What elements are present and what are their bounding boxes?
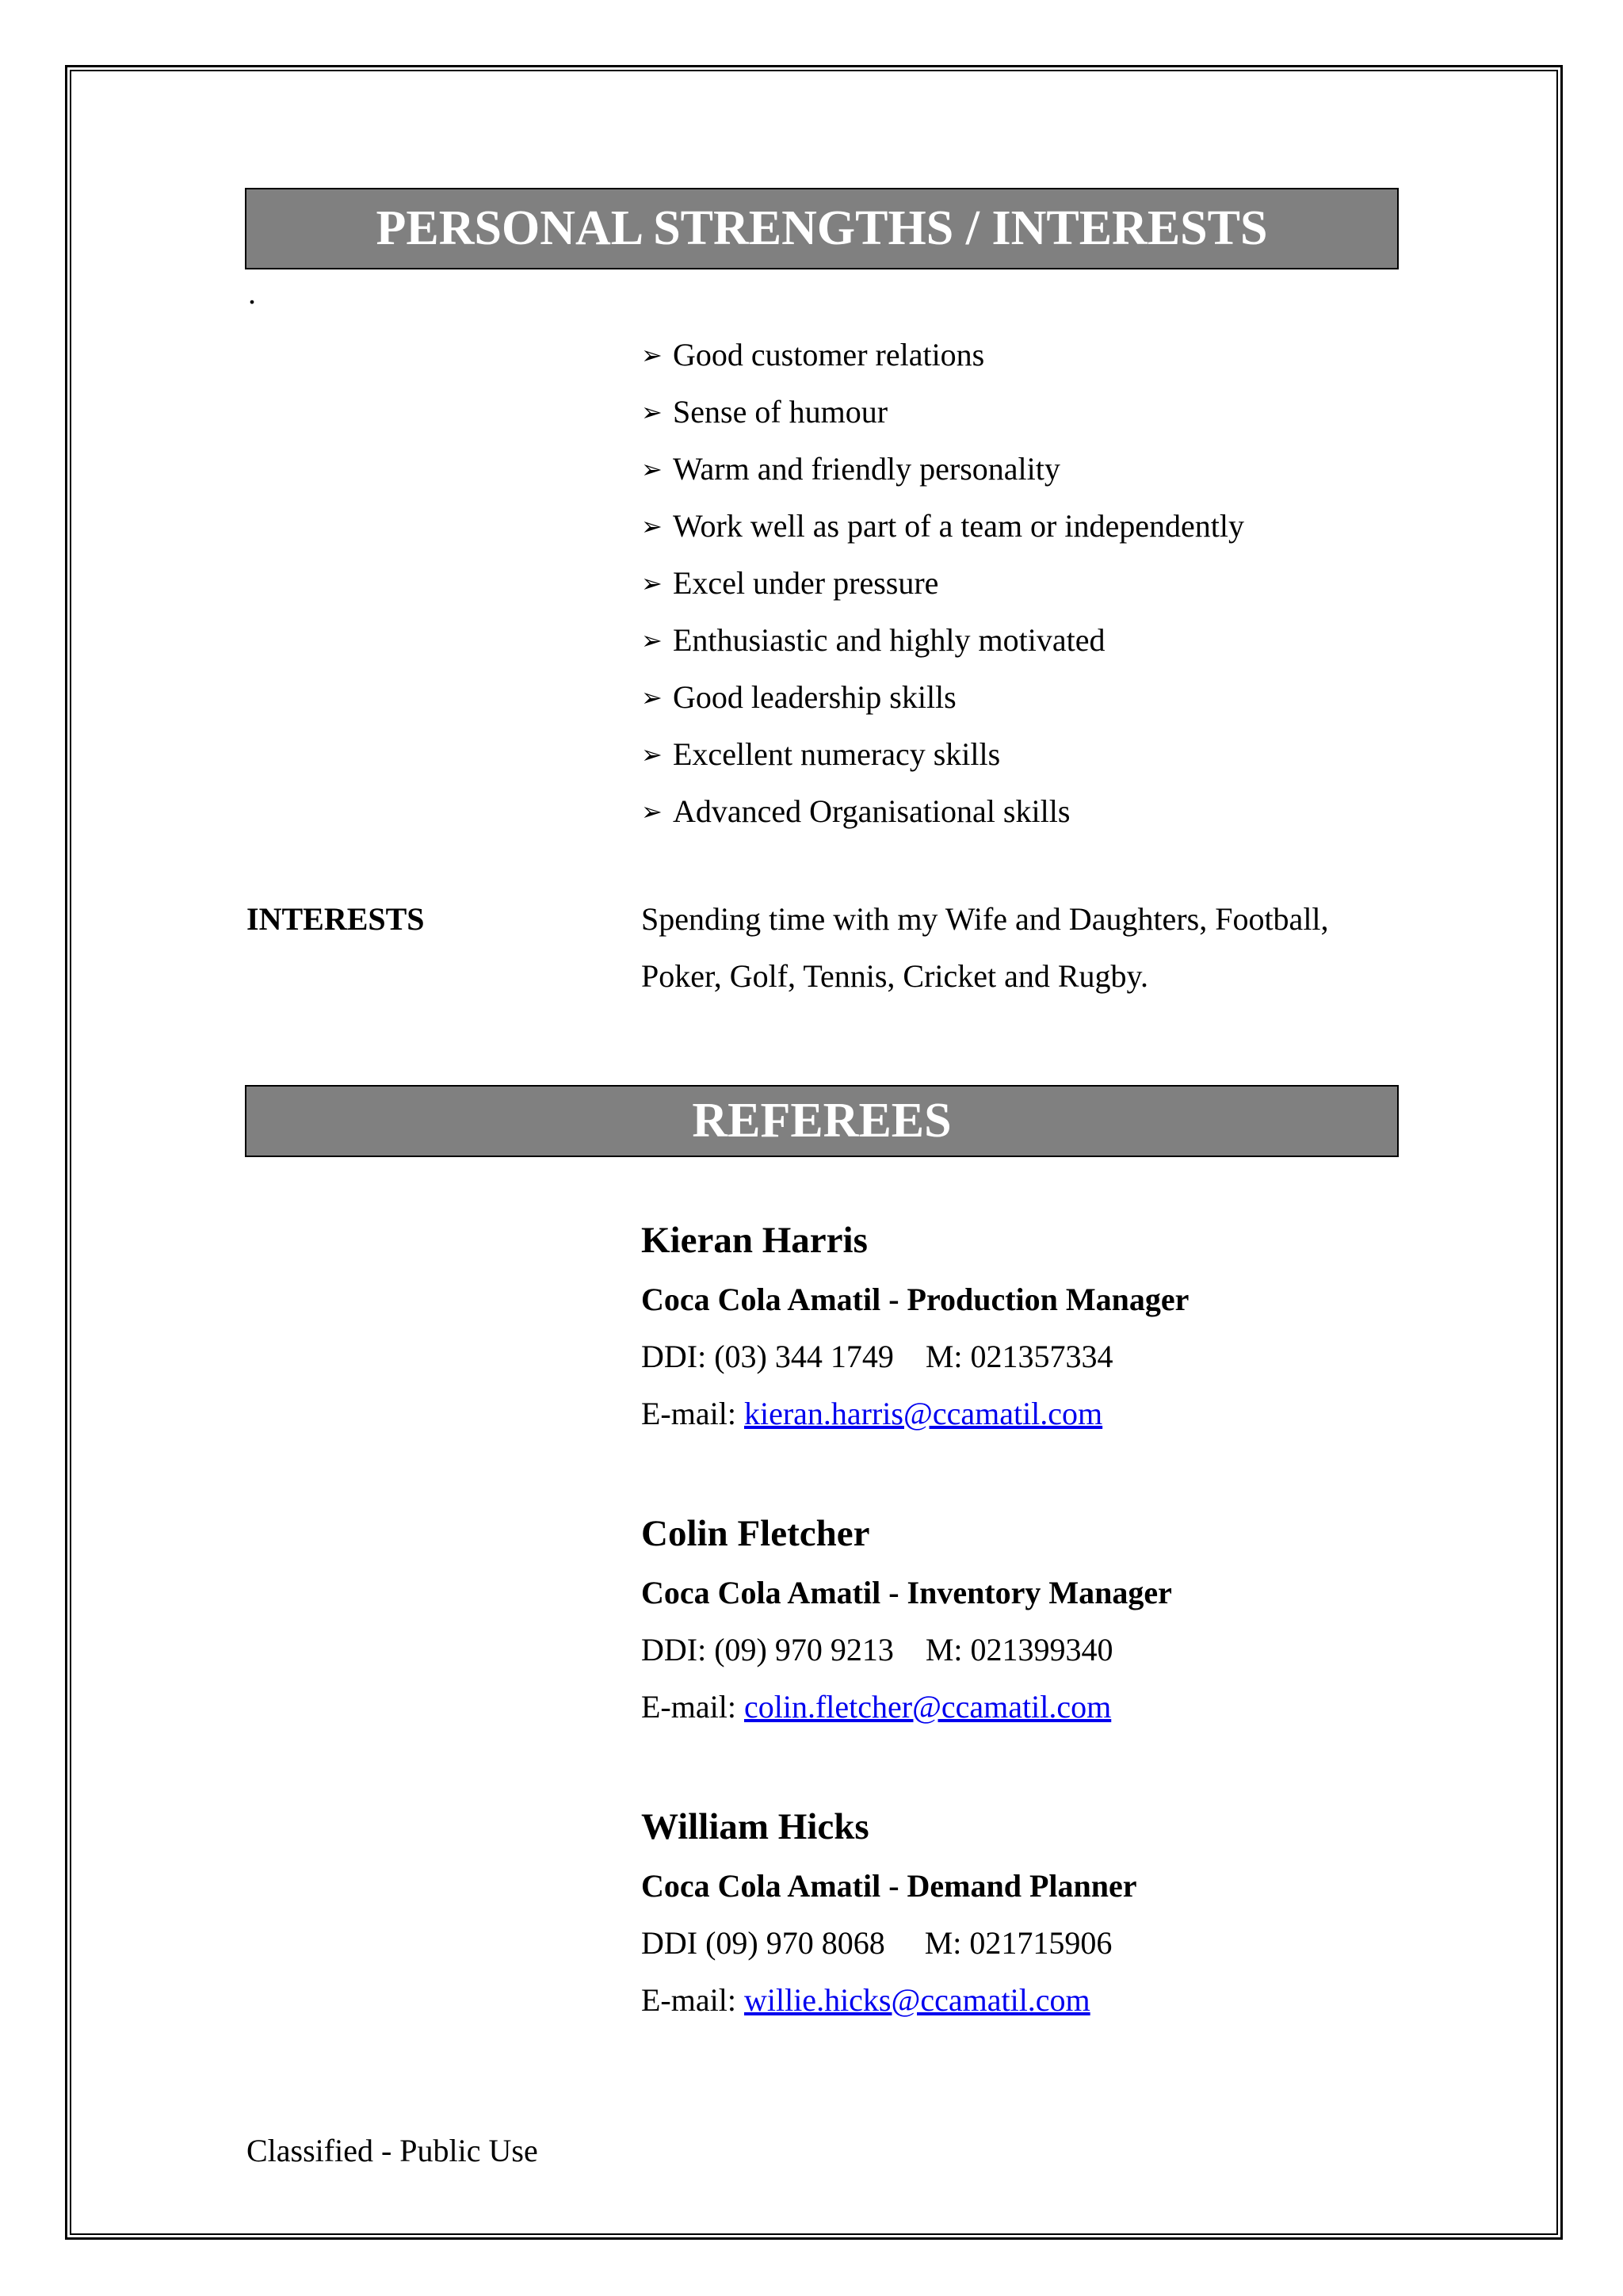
referee-card <box>641 1799 1434 2034</box>
list-item-text: Good leadership skills <box>673 679 957 715</box>
list-item <box>641 669 1244 726</box>
list-item-text: Excel under pressure <box>673 565 939 601</box>
arrow-bullet-icon: ➢ <box>641 797 663 827</box>
referee-phone: DDI: (03) 344 1749 M: 021357334 <box>641 1339 1113 1374</box>
referee-name: Kieran Harris <box>641 1220 868 1261</box>
email-label: E-mail: <box>641 1982 744 2018</box>
referee-name: William Hicks <box>641 1806 869 1847</box>
section-header-strengths <box>245 188 1399 269</box>
list-item-text: Good customer relations <box>673 337 985 372</box>
arrow-bullet-icon: ➢ <box>641 568 663 598</box>
section-title-strengths: PERSONAL STRENGTHS / INTERESTS <box>376 201 1268 255</box>
referee-email-row <box>641 1390 1434 1447</box>
arrow-bullet-icon: ➢ <box>641 454 663 484</box>
referee-card <box>641 1213 1434 1447</box>
interests-text <box>641 897 1394 1011</box>
list-item <box>641 327 1244 384</box>
list-item-text: Excellent numeracy skills <box>673 736 1001 772</box>
arrow-bullet-icon: ➢ <box>641 397 663 427</box>
interests-line-1: Spending time with my Wife and Daughters, Football, <box>641 901 1329 937</box>
list-item-text: Advanced Organisational skills <box>673 793 1071 829</box>
list-item <box>641 498 1244 555</box>
arrow-bullet-icon: ➢ <box>641 511 663 541</box>
referee-email-row <box>641 1683 1434 1740</box>
email-label: E-mail: <box>641 1689 744 1725</box>
list-item-text: Work well as part of a team or independently <box>673 508 1244 544</box>
email-link[interactable]: colin.fletcher@ccamatil.com <box>743 1689 1112 1725</box>
list-item-text: Sense of humour <box>673 394 888 430</box>
referee-title: Coca Cola Amatil - Demand Planner <box>641 1868 1137 1904</box>
list-item <box>641 384 1244 441</box>
list-item <box>641 612 1244 669</box>
arrow-bullet-icon: ➢ <box>641 625 663 655</box>
section-title-referees: REFEREES <box>692 1094 952 1148</box>
list-item <box>641 783 1244 840</box>
section-header-referees <box>245 1085 1399 1157</box>
list-item-text: Enthusiastic and highly motivated <box>673 622 1106 658</box>
email-link[interactable]: willie.hicks@ccamatil.com <box>743 1982 1090 2018</box>
email-link[interactable]: kieran.harris@ccamatil.com <box>743 1396 1103 1431</box>
list-item <box>641 726 1244 783</box>
list-item <box>641 441 1244 498</box>
interests-line-2: Poker, Golf, Tennis, Cricket and Rugby. <box>641 958 1148 994</box>
classification-footer: Classified - Public Use <box>246 2133 538 2168</box>
arrow-bullet-icon: ➢ <box>641 340 663 370</box>
list-item <box>641 555 1244 612</box>
arrow-bullet-icon: ➢ <box>641 682 663 712</box>
referee-phone: DDI: (09) 970 9213 M: 021399340 <box>641 1632 1113 1668</box>
referee-card <box>641 1506 1434 1740</box>
strengths-list <box>641 327 1244 840</box>
referee-title: Coca Cola Amatil - Production Manager <box>641 1282 1190 1317</box>
referee-phone: DDI (09) 970 8068 M: 021715906 <box>641 1925 1113 1961</box>
referee-title: Coca Cola Amatil - Inventory Manager <box>641 1575 1172 1610</box>
interests-label: INTERESTS <box>246 901 425 937</box>
referee-name: Colin Fletcher <box>641 1513 870 1554</box>
list-item-text: Warm and friendly personality <box>673 451 1060 487</box>
email-label: E-mail: <box>641 1396 744 1431</box>
separator-dot: . <box>248 275 256 311</box>
arrow-bullet-icon: ➢ <box>641 739 663 770</box>
referee-email-row <box>641 1977 1434 2034</box>
